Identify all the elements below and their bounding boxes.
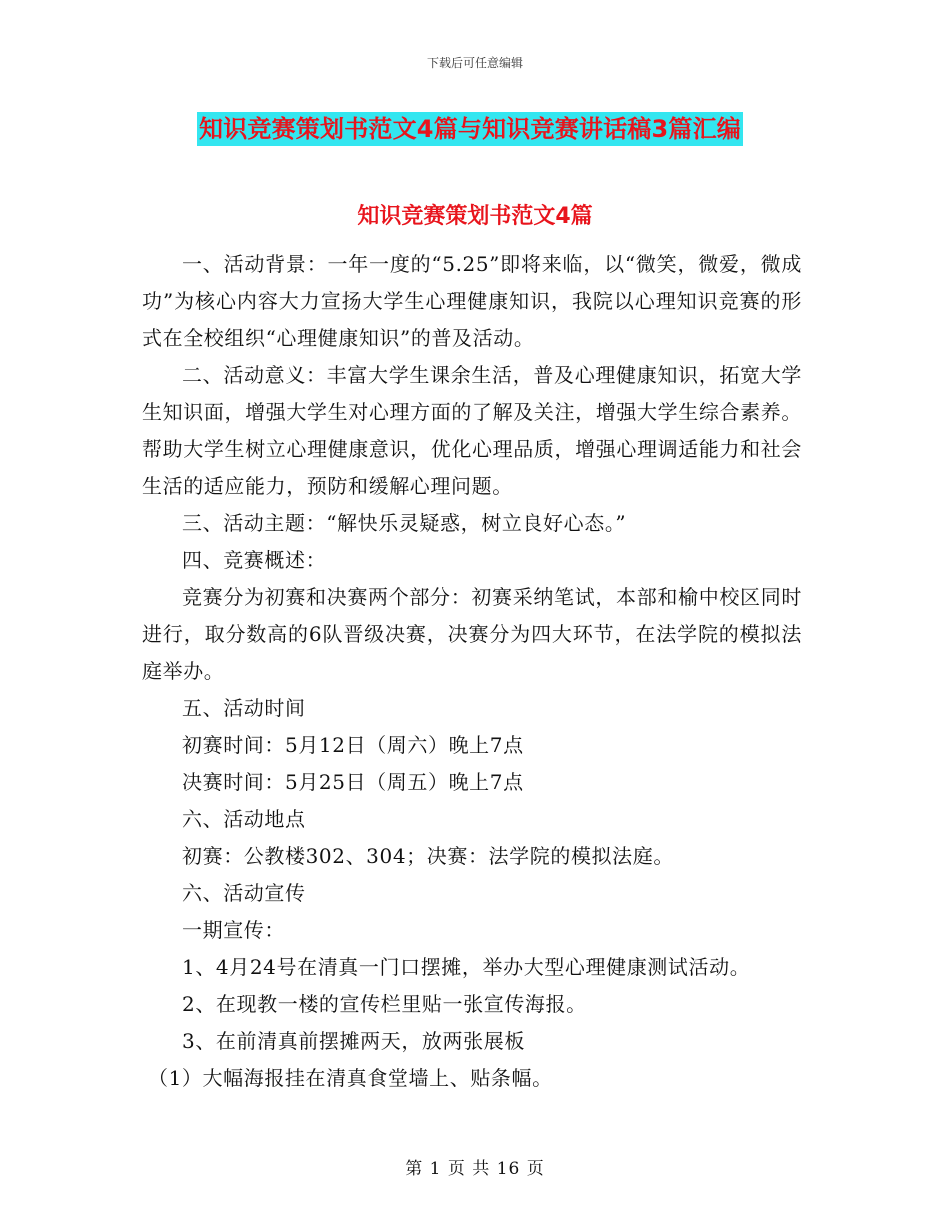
paragraph-location-heading: 六、活动地点	[182, 807, 306, 831]
page-footer: 第 1 页 共 16 页	[405, 1159, 545, 1179]
paragraph-location: 初赛：公教楼302、304；决赛：法学院的模拟法庭。	[182, 844, 674, 868]
paragraph-final-time: 决赛时间：5月25日（周五）晚上7点	[182, 770, 524, 794]
list-item-3: 3、在前清真前摆摊两天，放两张展板	[182, 1029, 525, 1053]
paragraph-publicity-heading: 六、活动宣传	[182, 881, 306, 905]
paragraph-overview: 竞赛分为初赛和决赛两个部分：初赛采纳笔试，本部和榆中校区同时进行，取分数高的6队晋级决赛，决赛分为四大环节，在法学院的模拟法庭举办。	[142, 585, 802, 683]
list-subitem-1: （1）大幅海报挂在清真食堂墙上、贴条幅。	[148, 1066, 553, 1090]
document-body	[142, 246, 802, 1097]
paragraph-overview-heading: 四、竞赛概述：	[182, 548, 327, 572]
list-item-2: 2、在现教一楼的宣传栏里贴一张宣传海报。	[182, 992, 587, 1016]
paragraph-background: 一、活动背景：一年一度的“5.25”即将来临，以“微笑，微爱，微成功”为核心内容大力宣扬大学生心理健康知识，我院以心理知识竞赛的形式在全校组织“心理健康知识”的普及活动。	[142, 252, 802, 350]
paragraph-significance: 二、活动意义：丰富大学生课余生活，普及心理健康知识，拓宽大学生知识面，增强大学生对心理方面的了解及关注，增强大学生综合素养。帮助大学生树立心理健康意识，优化心理品质，增强心理调适能力和社会生活的适应能力，预防和缓解心理问题。	[142, 363, 802, 498]
document-main-title: 知识竞赛策划书范文4篇与知识竞赛讲话稿3篇汇编	[197, 112, 743, 146]
paragraph-phase-one: 一期宣传：	[182, 918, 285, 942]
paragraph-preliminary-time: 初赛时间：5月12日（周六）晚上7点	[182, 733, 524, 757]
header-note: 下载后可任意编辑	[426, 56, 523, 70]
paragraph-theme: 三、活动主题：“解快乐灵疑惑，树立良好心态。”	[182, 511, 627, 535]
list-item-1: 1、4月24号在清真一门口摆摊，举办大型心理健康测试活动。	[182, 955, 751, 979]
paragraph-time-heading: 五、活动时间	[182, 696, 306, 720]
section-title: 知识竞赛策划书范文4篇	[357, 204, 593, 229]
